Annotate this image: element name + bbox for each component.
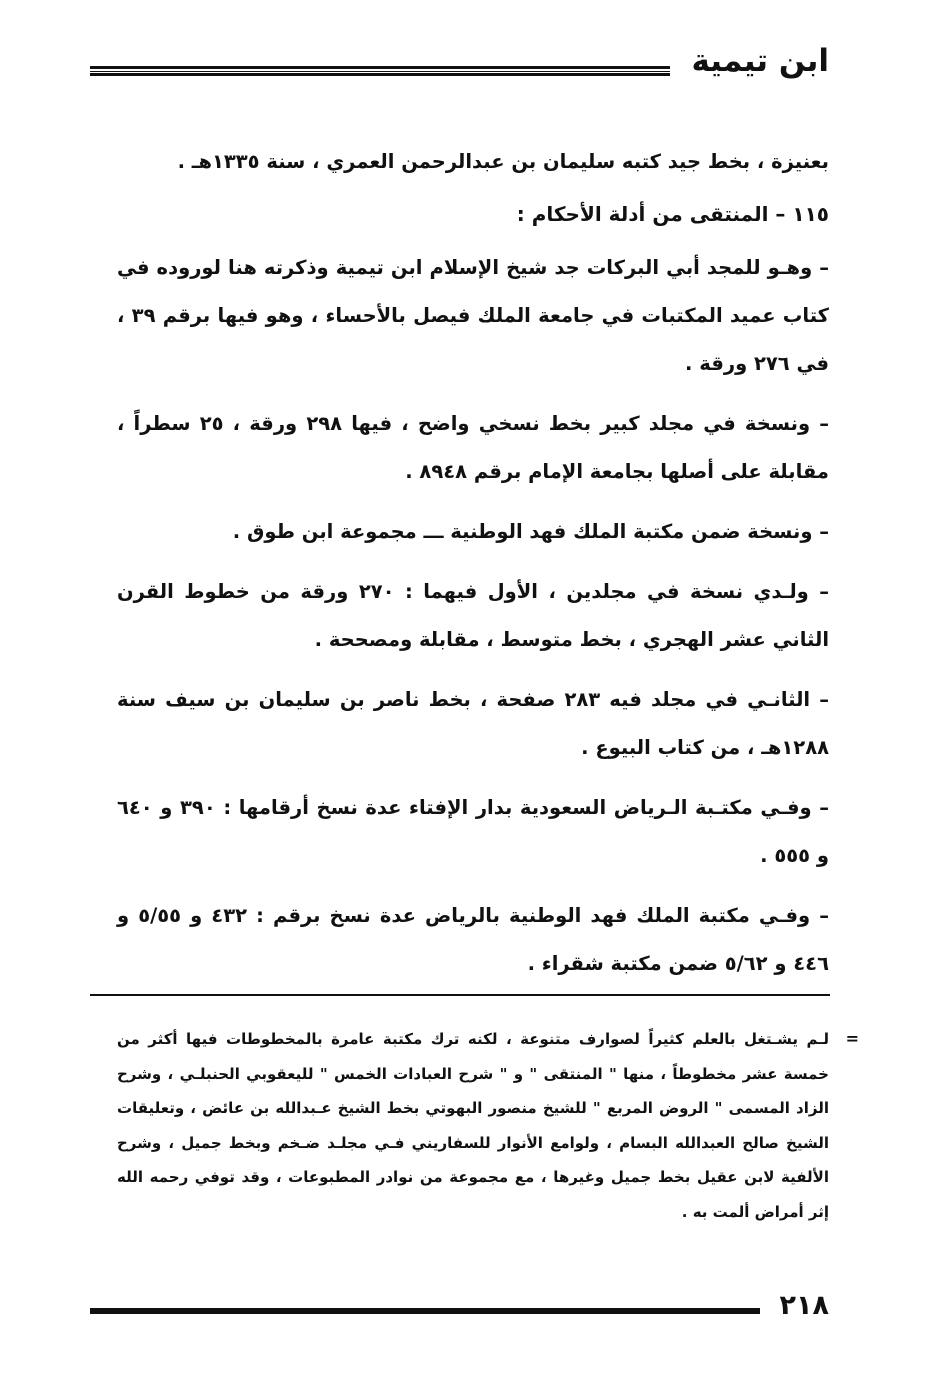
- paragraph: – وهـو للمجد أبي البركات جد شيخ الإسلام ابن تيمية وذكرته هنا لوروده في كتاب عميد المكتبات في جامعة الملك فيصل بالأحساء ، وهو فيها برقم ٣٩ ، في ٢٧٦ ورقة .: [117, 256, 829, 375]
- running-header-title: ابن تيمية: [691, 43, 829, 79]
- entry-heading: ١١٥ – المنتقى من أدلة الأحكام :: [516, 202, 829, 226]
- footnote-continuation-mark: =: [845, 1029, 859, 1048]
- paragraph: – ونسخة في مجلد كبير بخط نسخي واضح ، فيها ٢٩٨ ورقة ، ٢٥ سطراً ، مقابلة على أصلها بجامعة الإمام برقم ٨٩٤٨ .: [117, 412, 829, 483]
- main-text: [117, 138, 829, 1000]
- paragraph: – وفـي مكتبة الملك فهد الوطنية بالرياض عدة نسخ برقم : ٤٣٢ و ٥/٥٥ و ٤٤٦ و ٥/٦٢ ضمن مكتبة شقراء .: [117, 904, 829, 975]
- continued-line: بعنيزة ، بخط جيد كتبه سليمان بن عبدالرحمن العمري ، سنة ١٣٣٥هـ .: [177, 150, 829, 173]
- paragraph: – وفـي مكتـبة الـرياض السعودية بدار الإفتاء عدة نسخ أرقامها : ٣٩٠ و ٦٤٠ و ٥٥٥ .: [117, 796, 829, 867]
- footer-rule: [90, 1308, 760, 1314]
- footnote-text: لـم يشـتغل بالعلم كثيراً لصوارف متنوعة ، لكنه ترك مكتبة عامرة بالمخطوطات فيها أكثر من خمسة عشر مخطوطاً ، منها " المنتقى " و " شرح العبادات الخمس " لليعقوبي الحنبلـي ، وشرح الزاد المسمى " الروض المربع " للشيخ منصور البهوتي بخط الشيخ عـبدالله بن عائض ، وتعليقات الشيخ صالح العبدالله البسام ، ولوامع الأنوار للسفاريني فـي مجلـد ضـخم وبخط جميل ، وشرح الألفية لابن عقيل بخط جميل وغيرها ، مع مجموعة من نوادر المطبوعات ، وقد توفي رحمه الله إثر أمراض ألمت به .: [117, 1030, 829, 1221]
- paragraph: – ونسخة ضمن مكتبة الملك فهد الوطنية ـــ مجموعة ابن طوق .: [232, 520, 829, 543]
- paragraph: – ولـدي نسخة في مجلدين ، الأول فيهما : ٢٧٠ ورقة من خطوط القرن الثاني عشر الهجري ، بخط متوسط ، مقابلة ومصححة .: [117, 580, 829, 651]
- page-number: ٢١٨: [779, 1290, 829, 1321]
- header-double-rule: [90, 66, 670, 76]
- paragraph: – الثانـي في مجلد فيه ٢٨٣ صفحة ، بخط ناصر بن سليمان بن سيف سنة ١٢٨٨هـ ، من كتاب البيوع .: [117, 688, 829, 759]
- footnote: [117, 1022, 859, 1229]
- footnote-separator: [90, 994, 830, 996]
